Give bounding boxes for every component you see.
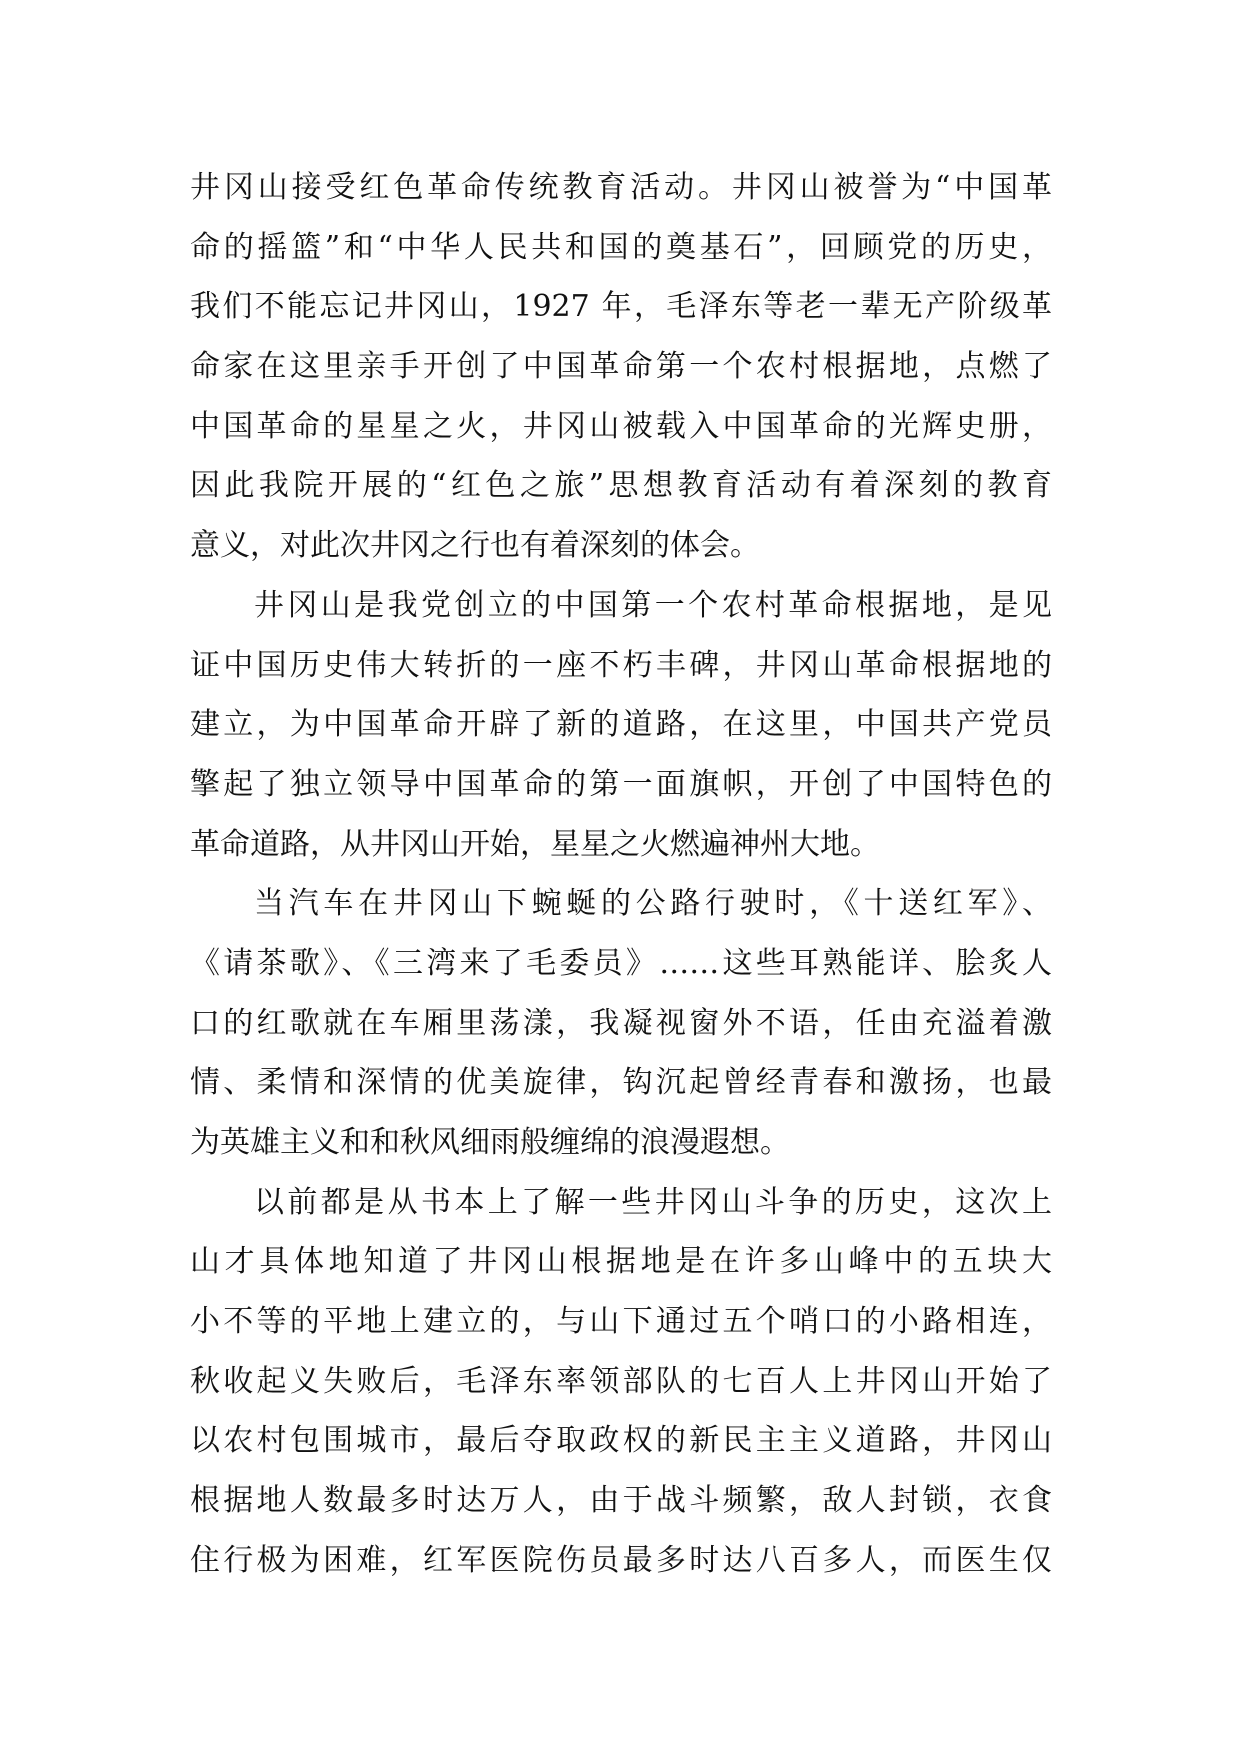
text-line: 革命道路，从井冈山开始，星星之火燃遍神州大地。 [190, 826, 880, 862]
paragraph-first-line: 井冈山是我党创立的中国第一个农村革命根据地，是见 [254, 587, 1052, 623]
text-line: 井冈山接受红色革命传统教育活动。井冈山被誉为“中国革 [190, 170, 1052, 205]
text-line: 擎起了独立领导中国革命的第一面旗帜，开创了中国特色的 [190, 766, 1052, 802]
paragraph-first-line: 当汽车在井冈山下蜿蜒的公路行驶时，《十送红军》、 [254, 886, 1052, 922]
text-line: 口的红歌就在车厢里荡漾，我凝视窗外不语，任由充溢着激 [190, 1005, 1052, 1041]
text-line: 《请茶歌》、《三湾来了毛委员》……这些耳熟能详、脍炙人 [190, 945, 1052, 981]
text-line: 小不等的平地上建立的，与山下通过五个哨口的小路相连， [190, 1304, 1052, 1340]
text-line: 意义，对此次井冈之行也有着深刻的体会。 [190, 528, 760, 564]
paragraph-first-line: 以前都是从书本上了解一些井冈山斗争的历史，这次上 [254, 1184, 1052, 1220]
text-line: 情、柔情和深情的优美旋律，钩沉起曾经青春和激扬，也最 [190, 1065, 1052, 1101]
text-line: 因此我院开展的“红色之旅”思想教育活动有着深刻的教育 [190, 468, 1052, 504]
text-line: 以农村包围城市，最后夺取政权的新民主主义道路，井冈山 [190, 1423, 1052, 1459]
text-line: 为英雄主义和和秋风细雨般缠绵的浪漫遐想。 [190, 1125, 790, 1160]
text-line: 秋收起义失败后，毛泽东率领部队的七百人上井冈山开始了 [190, 1363, 1052, 1399]
text-line: 根据地人数最多时达万人，由于战斗频繁，敌人封锁，衣食 [190, 1483, 1052, 1519]
body-text [190, 158, 1052, 1591]
text-line: 命的摇篮”和“中华人民共和国的奠基石”，回顾党的历史， [190, 229, 1052, 265]
text-line: 我们不能忘记井冈山，1927 年，毛泽东等老一辈无产阶级革 [190, 289, 1052, 325]
text-line: 证中国历史伟大转折的一座不朽丰碑，井冈山革命根据地的 [190, 647, 1052, 683]
text-line: 建立，为中国革命开辟了新的道路，在这里，中国共产党员 [190, 707, 1052, 743]
text-line: 中国革命的星星之火，井冈山被载入中国革命的光辉史册， [190, 408, 1052, 444]
text-line: 命家在这里亲手开创了中国革命第一个农村根据地，点燃了 [190, 349, 1052, 385]
text-line: 山才具体地知道了井冈山根据地是在许多山峰中的五块大 [190, 1244, 1052, 1280]
text-line: 住行极为困难，红军医院伤员最多时达八百多人，而医生仅 [190, 1542, 1052, 1578]
